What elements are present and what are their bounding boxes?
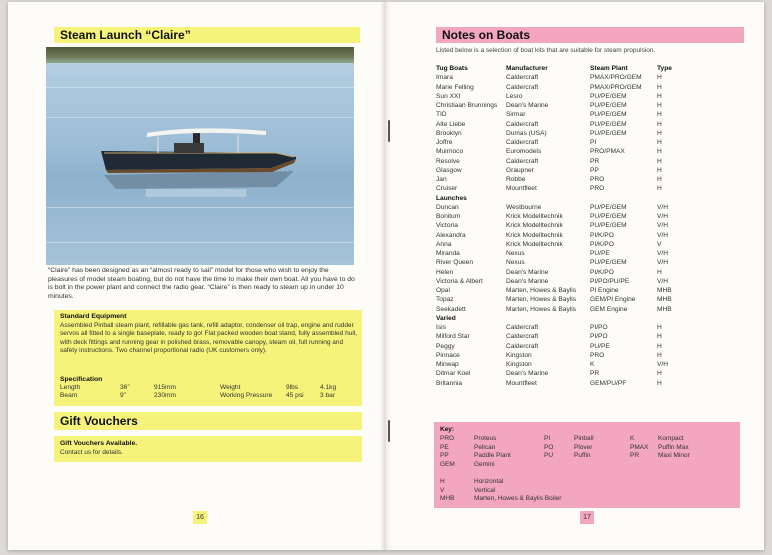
table-cell-plant: PMAX/PRO/GEM [590, 83, 642, 91]
table-cell-type: H [657, 351, 662, 359]
spec-length-imperial: 36” [120, 384, 130, 391]
table-cell-plant: GEM/PU/PF [590, 379, 627, 387]
table-cell-name: Opal [436, 287, 450, 294]
manufacturer-column [506, 64, 576, 388]
table-cell-type: V/H [657, 231, 668, 239]
table-cell-plant: PI/PO/PU/PE [590, 277, 630, 285]
category-spacer [506, 194, 576, 203]
table-cell-maker: Robbe [506, 176, 526, 183]
key-code: PE [440, 443, 449, 451]
spec-length-label: Length [60, 384, 81, 391]
key-code: K [630, 435, 635, 442]
table-cell-plant: PRO [590, 176, 605, 183]
table-cell-type: H [657, 157, 662, 165]
key-meaning: Proteus [474, 435, 497, 442]
spec-pressure-label: Working Pressure [220, 392, 273, 399]
table-cell-maker: Dean's Marine [506, 370, 549, 378]
table-cell-maker: Krick Modelltechnik [506, 222, 563, 230]
table-cell-plant: PI/K/PO [590, 240, 614, 248]
table-cell-name: Helen [436, 268, 454, 276]
table-cell-name: Muirnoco [436, 148, 464, 156]
table-cell-plant: PU/PE [590, 342, 610, 350]
category-spacer [506, 314, 576, 323]
table-cell-plant: PU/PE/GEM [590, 129, 627, 137]
table-cell-plant: PU/PE/GEM [590, 259, 627, 267]
table-header: Steam Plant [590, 65, 628, 72]
key-meaning: Plover [574, 443, 593, 451]
gift-vouchers-title: Gift Vouchers [54, 412, 362, 430]
table-cell-type: H [657, 129, 662, 137]
table-cell-name: Resolve [436, 157, 460, 165]
table-cell-maker: Dean's Marine [506, 277, 549, 285]
claire-description: “Claire” has been designed as an “almost ready to sail” model for those who wish to enjoy the pleasures of model steam boating, but do not have the time to make their own boat. All you have to do is bolt in the power plant and connect the radio gear. “Claire” is then ready to steam up in under 10 minutes. [48, 267, 355, 300]
table-cell-maker: Krick Modelltechnik [506, 231, 563, 239]
key-code: PU [544, 452, 554, 460]
key-type-meaning: Marten, Howes & Baylis Boiler [474, 495, 562, 503]
table-cell-type: H [657, 176, 662, 183]
table-cell-maker: Dumas (USA) [506, 129, 547, 137]
table-cell-type: H [657, 370, 662, 378]
key-code: PP [440, 452, 449, 460]
table-cell-plant: PI/K/PO [590, 231, 614, 239]
table-cell-name: Jan [436, 176, 447, 183]
table-cell-maker: Lesro [506, 92, 523, 100]
table-cell-maker: Marten, Howes & Baylis [506, 305, 576, 313]
category-heading: Varied [436, 314, 456, 322]
gift-vouchers-contact: Contact us for details. [60, 449, 123, 456]
table-cell-maker: Euromodels [506, 148, 542, 156]
steam-plant-column [590, 64, 642, 388]
table-cell-name: Victoria [436, 222, 458, 230]
key-meaning: Puffin Max [658, 443, 689, 451]
table-cell-type: H [657, 83, 662, 91]
equipment-specification-panel [54, 310, 362, 406]
table-cell-type: V/H [657, 222, 668, 230]
table-cell-name: Ditmar Koel [436, 370, 471, 378]
key-code: PRO [440, 435, 455, 442]
table-cell-name: Victoria & Albert [436, 277, 483, 285]
table-cell-name: Isis [436, 324, 446, 331]
table-cell-type: MHB [657, 296, 672, 304]
table-cell-maker: Nexus [506, 250, 525, 257]
table-cell-plant: PU/PE/GEM [590, 111, 627, 119]
table-cell-name: Miranda [436, 250, 460, 257]
table-cell-maker: Krick Modelltechnik [506, 240, 563, 248]
table-cell-maker: Marten, Howes & Baylis [506, 296, 576, 304]
table-cell-type: V/H [657, 277, 668, 285]
table-cell-plant: PU/PE/GEM [590, 213, 627, 220]
category-spacer [590, 194, 642, 203]
table-cell-maker: Caldercraft [506, 120, 539, 128]
key-code: PR [630, 452, 640, 460]
gift-vouchers-panel [54, 436, 362, 462]
table-cell-name: Seekadett [436, 305, 466, 313]
key-code: PMAX [630, 443, 649, 451]
type-column [657, 64, 672, 388]
booklet-spread [8, 2, 764, 550]
key-meaning: Maxi Minor [658, 452, 690, 460]
category-spacer [657, 194, 672, 203]
table-cell-maker: Caldercraft [506, 74, 539, 82]
table-cell-type: MHB [657, 287, 672, 294]
table-cell-type: H [657, 379, 662, 387]
table-cell-type: H [657, 185, 662, 193]
table-cell-type: V/H [657, 203, 668, 211]
spec-weight-metric: 4.1kg [320, 384, 337, 391]
key-meaning: Puffin [574, 452, 591, 460]
table-cell-type: V [657, 240, 662, 248]
spec-beam-imperial: 9” [120, 392, 126, 399]
table-cell-plant: PRO/PMAX [590, 148, 625, 156]
left-page [8, 2, 383, 550]
key-meaning: Pelican [474, 443, 496, 451]
notes-on-boats-title: Notes on Boats [436, 27, 744, 43]
table-cell-plant: PMAX/PRO/GEM [590, 74, 642, 82]
table-cell-plant: GEM/PI Engine [590, 296, 636, 304]
table-cell-plant: PI/PO [590, 324, 608, 331]
category-spacer [657, 314, 672, 323]
key-code: PO [544, 443, 554, 451]
table-cell-maker: Westbourne [506, 203, 542, 211]
key-heading: Key: [440, 426, 455, 433]
table-cell-maker: Caldercraft [506, 157, 539, 165]
key-type-code: H [440, 478, 445, 485]
table-cell-maker: Kingston [506, 351, 532, 359]
spec-pressure-metric: 3 bar [320, 392, 336, 399]
table-cell-maker: Caldercraft [506, 139, 539, 146]
table-cell-name: Minwap [436, 361, 459, 368]
table-cell-plant: K [590, 361, 595, 368]
boat-photo [46, 47, 354, 265]
table-cell-type: H [657, 139, 662, 146]
table-cell-maker: Dean's Marine [506, 102, 549, 109]
table-cell-maker: Nexus [506, 259, 525, 267]
spec-length-metric: 915mm [154, 384, 176, 391]
table-cell-maker: Krick Modelltechnik [506, 213, 563, 220]
table-cell-name: Pinnace [436, 351, 460, 359]
table-cell-plant: PI Engine [590, 287, 619, 294]
table-cell-type: H [657, 166, 662, 174]
table-cell-maker: Caldercraft [506, 333, 539, 341]
table-header: Type [657, 65, 672, 72]
category-heading: Launches [436, 194, 467, 202]
table-cell-plant: PRO [590, 351, 605, 359]
table-cell-plant: PI/PO [590, 333, 608, 341]
table-cell-name: Milford Star [436, 333, 470, 341]
standard-equipment-heading: Standard Equipment [60, 313, 127, 320]
table-cell-maker: Kingston [506, 361, 532, 368]
table-cell-plant: PU/PE/GEM [590, 102, 627, 109]
table-cell-plant: PU/PE [590, 250, 610, 257]
table-cell-name: Christiaan Brunnings [436, 102, 498, 109]
key-code: PI [544, 435, 551, 442]
table-cell-type: H [657, 102, 662, 109]
key-meaning: Pinball [574, 435, 594, 442]
spec-weight-imperial: 9lbs [286, 384, 299, 391]
table-cell-name: Sun XXI [436, 92, 461, 100]
table-header: Manufacturer [506, 65, 548, 72]
table-cell-type: V/H [657, 213, 668, 220]
table-cell-plant: GEM Engine [590, 305, 628, 313]
table-cell-name: Anna [436, 240, 452, 248]
key-type-meaning: Horizontal [474, 478, 504, 485]
key-type-code: V [440, 486, 445, 494]
table-cell-name: Peggy [436, 342, 455, 350]
table-cell-type: H [657, 74, 662, 82]
key-panel [434, 422, 740, 508]
table-cell-type: H [657, 148, 662, 156]
table-cell-type: H [657, 342, 662, 350]
table-cell-name: Duncan [436, 203, 459, 211]
table-cell-plant: PU/PE/GEM [590, 120, 627, 128]
page-number-17: 17 [580, 511, 594, 524]
notes-intro: Listed below is a selection of boat kits that are suitable for steam propulsion. [436, 47, 656, 54]
table-cell-type: H [657, 333, 662, 341]
table-cell-plant: PU/PE/GEM [590, 222, 627, 230]
table-cell-plant: PU/PE/GEM [590, 92, 627, 100]
table-cell-maker: Graupner [506, 166, 534, 174]
standard-equipment-text: Assembled Pinball steam plant, refillable gas tank, refill adaptor, condenser oil trap, engine and rudder servos all fitted to a single baseplate, ready to go! Flat packed wooden boat stand, fully assembled hull, with deck fittings and running gear in polished brass, removable canopy, steam oil, full running and safety instructions. Two channel proportional radio (UK customers only). [60, 322, 358, 355]
table-cell-maker: Mountfleet [506, 185, 537, 193]
table-cell-name: Alexandra [436, 231, 466, 239]
table-cell-type: H [657, 92, 662, 100]
steam-launch-title: Steam Launch “Claire” [54, 27, 360, 43]
table-cell-name: Bonitum [436, 213, 461, 220]
table-cell-name: Brooklyn [436, 129, 462, 137]
specification-heading: Specification [60, 376, 103, 383]
table-cell-plant: PR [590, 157, 600, 165]
table-cell-name: Cruiser [436, 185, 458, 193]
key-type-meaning: Vertical [474, 486, 496, 494]
boat-name-column [436, 64, 497, 388]
table-cell-plant: PI/K/PO [590, 268, 614, 276]
table-cell-maker: Dean's Marine [506, 268, 549, 276]
key-type-code: MHB [440, 495, 455, 503]
table-cell-type: V/H [657, 259, 668, 267]
category-spacer [590, 314, 642, 323]
gift-vouchers-heading: Gift Vouchers Available. [60, 440, 138, 447]
table-cell-name: Imara [436, 74, 453, 82]
steam-launch-illustration [46, 47, 354, 265]
key-meaning: Paddle Plant [474, 452, 511, 460]
table-cell-plant: PU/PE/GEM [590, 203, 627, 211]
table-cell-name: River Queen [436, 259, 474, 267]
table-cell-name: TID [436, 111, 447, 119]
right-page [390, 2, 764, 550]
table-cell-maker: Marten, Howes & Baylis [506, 287, 576, 294]
key-code: GEM [440, 460, 455, 468]
table-cell-type: V/H [657, 361, 668, 368]
table-cell-type: H [657, 324, 662, 331]
table-cell-maker: Caldercraft [506, 83, 539, 91]
table-header: Tug Boats [436, 65, 468, 72]
table-cell-type: MHB [657, 305, 672, 313]
table-cell-name: Glasgow [436, 166, 462, 174]
table-cell-plant: PP [590, 166, 599, 174]
table-cell-type: V/H [657, 250, 668, 257]
key-meaning: Kompact [658, 435, 684, 442]
table-cell-maker: Mountfleet [506, 379, 537, 387]
key-meaning: Gemini [474, 460, 495, 468]
table-cell-plant: PR [590, 370, 600, 378]
table-cell-name: Marie Felling [436, 83, 474, 91]
table-cell-type: H [657, 111, 662, 119]
table-cell-name: Alte Liebe [436, 120, 466, 128]
table-cell-maker: Caldercraft [506, 342, 539, 350]
spec-pressure-imperial: 45 psi [286, 392, 304, 399]
spec-beam-metric: 230mm [154, 392, 176, 399]
table-cell-maker: Sirmar [506, 111, 526, 119]
table-cell-name: Joffre [436, 139, 453, 146]
table-cell-name: Britannia [436, 379, 463, 387]
spec-beam-label: Beam [60, 392, 78, 399]
table-cell-maker: Caldercraft [506, 324, 539, 331]
spec-weight-label: Weight [220, 384, 241, 391]
table-cell-type: H [657, 120, 662, 128]
table-cell-plant: PRO [590, 185, 605, 193]
table-cell-type: H [657, 268, 662, 276]
table-cell-name: Topaz [436, 296, 454, 304]
table-cell-plant: PI [590, 139, 597, 146]
page-number-16: 16 [193, 511, 207, 524]
